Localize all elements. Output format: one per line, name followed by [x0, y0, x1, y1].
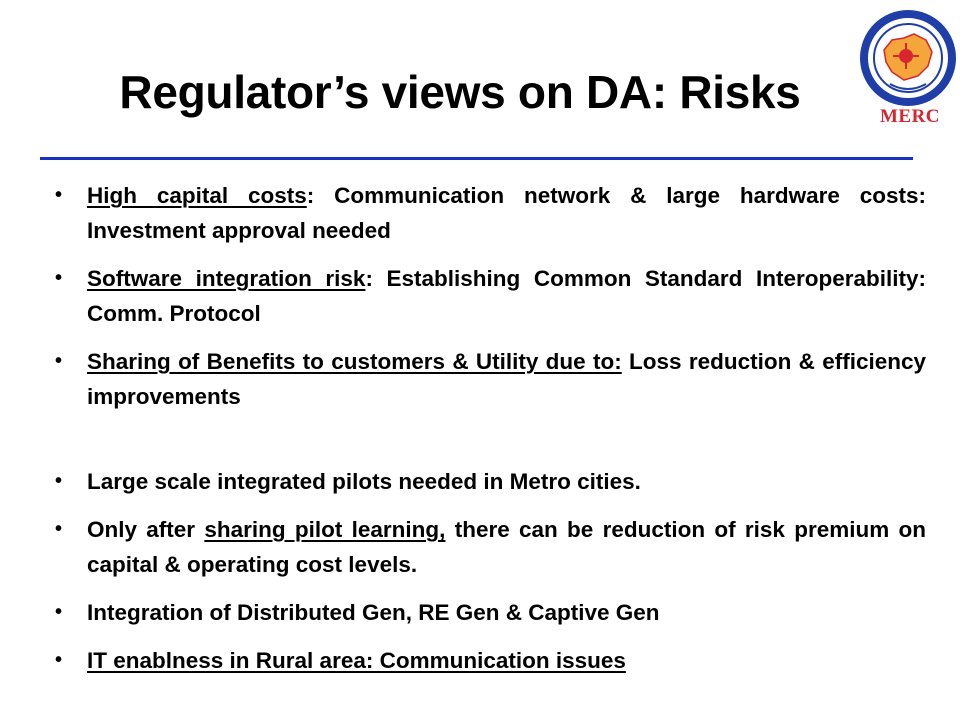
title-divider [40, 157, 913, 160]
list-item [52, 643, 926, 678]
bullet-text: there can be reduction of risk premium on capital & operating cost levels. [87, 517, 926, 577]
list-item [52, 261, 926, 331]
slide-title: Regulator’s views on DA: Risks [119, 66, 801, 118]
bullet-heading: Sharing of Benefits to customers & Utility due to: [87, 349, 622, 374]
bullet-icon: • [55, 518, 63, 540]
list-item [52, 512, 926, 582]
bullet-heading: Software integration risk [87, 266, 366, 291]
bullet-text: Loss reduction & efficiency improvements [87, 349, 926, 409]
bullet-heading: IT enablness in Rural area: Communication issues [87, 648, 626, 673]
bullet-text: : Communication network & large hardware costs: Investment approval needed [87, 183, 927, 243]
bullet-icon: • [55, 184, 63, 206]
bullet-icon: • [55, 649, 63, 671]
list-item [52, 464, 926, 499]
bullet-list [52, 178, 926, 678]
bullet-icon: • [55, 350, 63, 372]
logo-label: MERC [879, 106, 941, 127]
bullet-text: Large scale integrated pilots needed in Metro cities. [87, 469, 641, 494]
bullet-heading: High capital costs [87, 183, 307, 208]
merc-emblem-icon [860, 10, 956, 110]
bullet-icon: • [55, 267, 63, 289]
bullet-icon: • [55, 601, 63, 623]
bullet-text: Integration of Distributed Gen, RE Gen & Captive Gen [87, 600, 660, 625]
merc-logo [860, 10, 956, 130]
list-item [52, 344, 926, 414]
bullet-prefix: Only after [87, 517, 205, 542]
list-item [52, 178, 926, 248]
bullet-heading: sharing pilot learning, [204, 517, 446, 542]
bullet-icon: • [55, 470, 63, 492]
list-item [52, 595, 926, 630]
bullet-text: : Establishing Common Standard Interoperability: Comm. Protocol [87, 266, 926, 326]
